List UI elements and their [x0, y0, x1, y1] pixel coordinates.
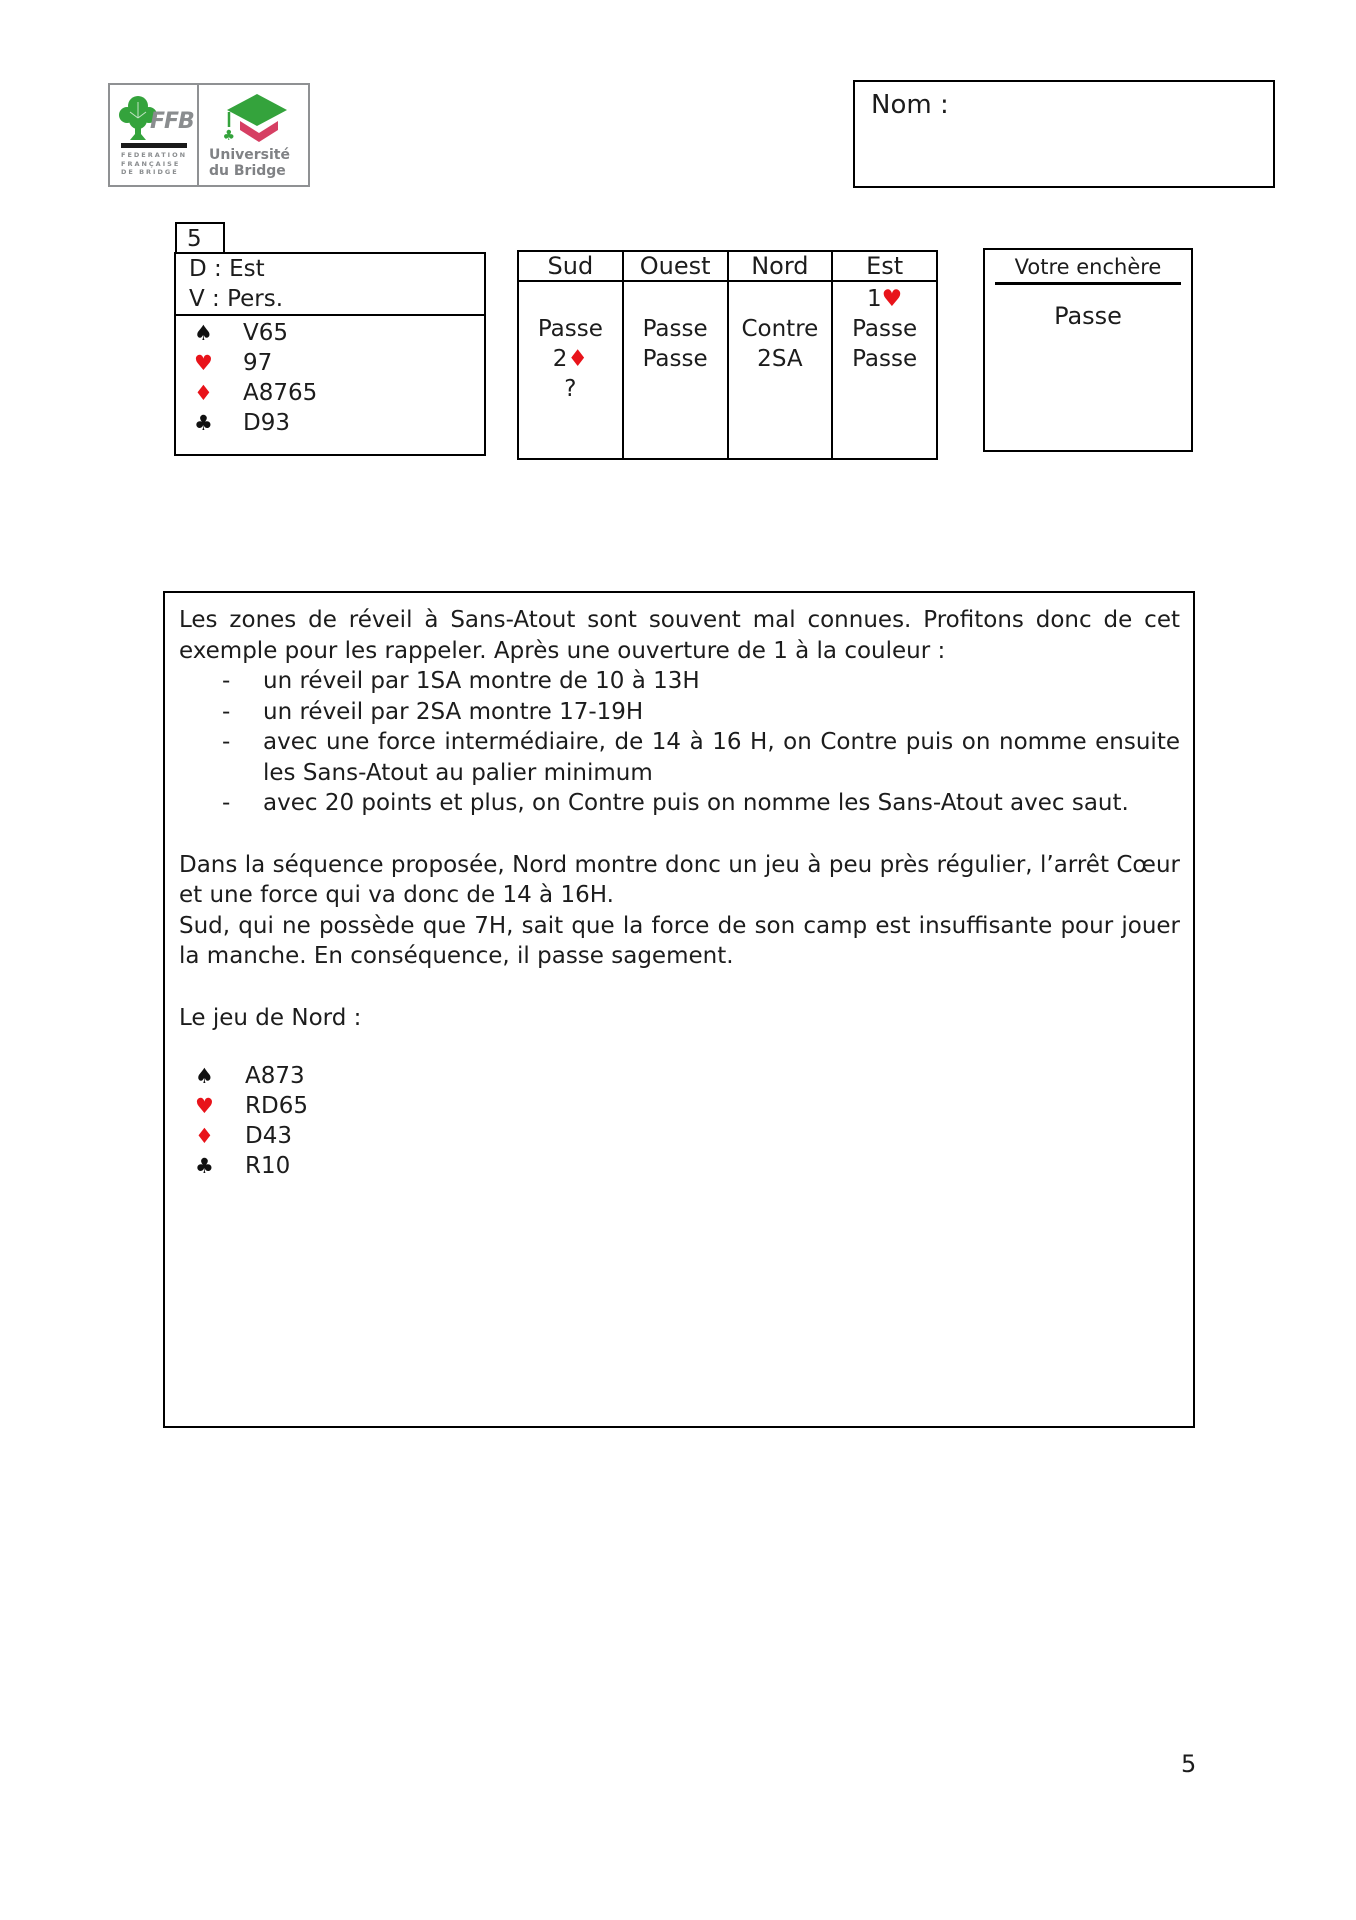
suit-row [195, 1091, 1180, 1121]
university-line: du Bridge [209, 163, 286, 179]
club-icon: ♣ [195, 1154, 214, 1178]
exercise-number: 5 [187, 226, 202, 252]
explanation-paragraph: Sud, qui ne possède que 7H, sait que la force de son camp est insuffisante pour jouer la manche. En conséquence, il passe sagement. [179, 912, 1180, 969]
north-hand-title: Le jeu de Nord : [179, 1004, 362, 1031]
name-input-area[interactable] [853, 80, 1275, 188]
page-number: 5 [1181, 1750, 1197, 1778]
bid-cell: Passe [852, 346, 918, 372]
bid-cell [729, 284, 832, 314]
federation-line: FEDERATION [121, 151, 188, 159]
university-cap-icon [221, 93, 289, 147]
bullet-text: un réveil par 2SA montre 17-19H [263, 698, 644, 725]
card-holding: 97 [243, 350, 273, 376]
your-bid-title: Votre enchère [1014, 255, 1162, 279]
bid-cell [624, 284, 727, 314]
bullet-item [179, 697, 1180, 728]
university-label [209, 147, 290, 179]
bidding-table [517, 250, 938, 460]
card-holding: R10 [245, 1152, 291, 1179]
bid-column-body [519, 282, 622, 404]
heart-icon: ♥ [194, 351, 213, 375]
bid-cell: Passe [642, 316, 708, 342]
your-bid-rule [995, 282, 1181, 285]
dealer-label: D : Est [189, 256, 265, 282]
bid-column-nord [727, 252, 832, 458]
federation-line: DE BRIDGE [121, 168, 179, 176]
your-bid-value: Passe [1054, 302, 1122, 330]
diamond-icon: ♦ [195, 1124, 214, 1148]
bid-cell: ? [564, 376, 577, 402]
bid-cell: 2♦ [552, 346, 588, 372]
vulnerability-label: V : Pers. [189, 286, 284, 312]
bid-cell [519, 284, 622, 314]
bullet-dash: - [222, 668, 231, 694]
bid-column-body [833, 282, 936, 404]
bid-column-ouest [622, 252, 727, 458]
explanation-box [163, 591, 1195, 1428]
suit-row [194, 318, 484, 348]
explanation-paragraph: Dans la séquence proposée, Nord montre donc un jeu à peu près régulier, l’arrêt Cœur et une force qui va donc de 14 à 16H. [179, 851, 1180, 908]
suit-row [194, 408, 484, 438]
club-icon: ♣ [194, 411, 213, 435]
bullet-list [179, 666, 1180, 819]
suit-row [195, 1061, 1180, 1091]
bid-cell [729, 374, 832, 404]
bid-column-header: Est [833, 252, 936, 282]
heart-icon: ♥ [195, 1094, 214, 1118]
exercise-number-box [175, 222, 225, 252]
bid-cell: 2SA [757, 346, 803, 372]
bid-column-body [624, 282, 727, 404]
suit-row [194, 348, 484, 378]
suit-row [195, 1121, 1180, 1151]
bullet-item [179, 788, 1180, 819]
university-logo-cell [199, 85, 308, 185]
card-holding: A8765 [243, 380, 318, 406]
card-holding: RD65 [245, 1092, 308, 1119]
bid-column-sud [519, 252, 622, 458]
ffb-label: FFB [150, 109, 194, 134]
bid-cell: Passe [852, 316, 918, 342]
ffb-logo-box [108, 83, 310, 187]
bid-cell [624, 374, 727, 404]
federation-lines [121, 151, 187, 177]
south-hand [176, 316, 484, 438]
bid-column-body [729, 282, 832, 404]
bid-cell: Passe [537, 316, 603, 342]
bullet-text: avec une force intermédiaire, de 14 à 16 H, on Contre puis on nomme ensuite les Sans-Atout au palier minimum [263, 729, 1180, 786]
federation-line: FRANÇAISE [121, 159, 181, 168]
ffb-black-bar [121, 143, 187, 148]
bullet-item [179, 727, 1180, 788]
your-bid-box [983, 248, 1193, 452]
bid-cell: 1♥ [866, 286, 903, 312]
svg-text:♣: ♣ [222, 128, 236, 144]
north-hand [179, 1061, 1180, 1181]
suit-row [195, 1151, 1180, 1181]
card-holding: D43 [245, 1122, 292, 1149]
bid-cell: Contre [741, 316, 819, 342]
bullet-item [179, 666, 1180, 697]
bid-column-header: Nord [729, 252, 832, 282]
card-holding: D93 [243, 410, 290, 436]
name-label: Nom : [871, 90, 949, 120]
bid-column-est [831, 252, 936, 458]
bullet-text: avec 20 points et plus, on Contre puis on nomme les Sans-Atout avec saut. [263, 790, 1129, 816]
bullet-dash: - [222, 698, 231, 725]
explanation-paragraphs [179, 850, 1180, 972]
deal-box [174, 252, 486, 456]
bid-column-header: Ouest [624, 252, 727, 282]
ffb-logo-cell [110, 85, 199, 185]
bullet-text: un réveil par 1SA montre de 10 à 13H [263, 668, 700, 694]
university-line: Université [209, 147, 290, 163]
spade-icon: ♠ [195, 1064, 214, 1088]
diamond-icon: ♦ [194, 381, 213, 405]
bid-column-header: Sud [519, 252, 622, 282]
bullet-dash: - [222, 729, 231, 755]
spade-icon: ♠ [194, 321, 213, 345]
bid-cell: Passe [642, 346, 708, 372]
intro-paragraph: Les zones de réveil à Sans-Atout sont souvent mal connues. Profitons donc de cet exemple pour les rappeler. Après une ouverture de 1 à la couleur : [179, 607, 1180, 664]
suit-row [194, 378, 484, 408]
card-holding: A873 [245, 1062, 305, 1089]
bid-cell [833, 374, 936, 404]
bullet-dash: - [222, 790, 231, 816]
card-holding: V65 [243, 320, 289, 346]
